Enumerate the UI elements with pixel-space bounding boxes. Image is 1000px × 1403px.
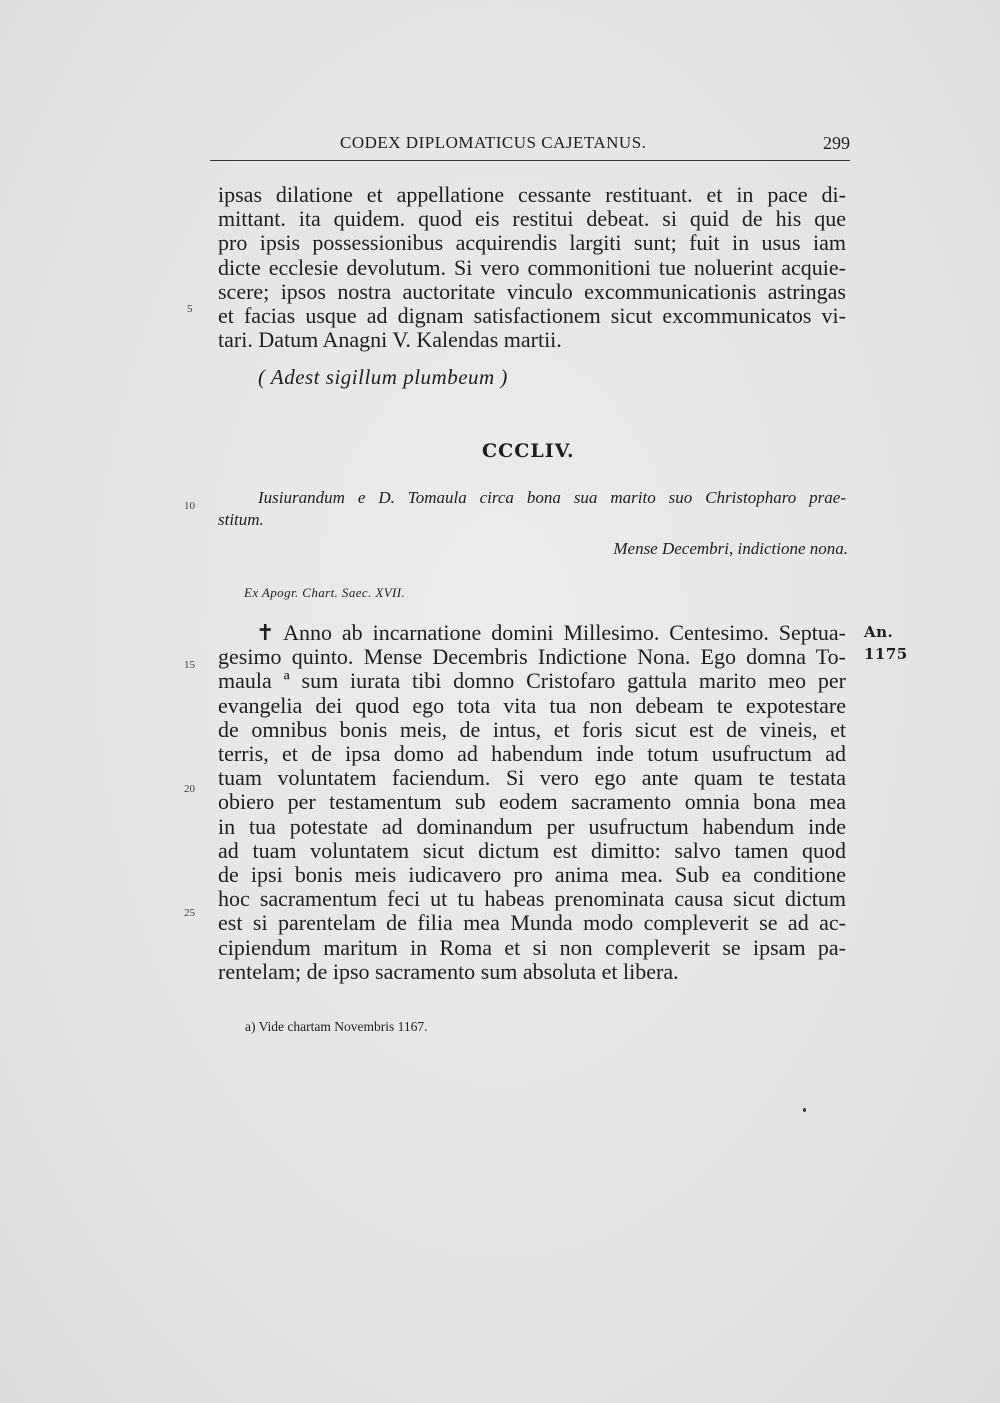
body-line: de omnibus bonis meis, de intus, et foris sicut est de vineis, et xyxy=(218,716,846,742)
line-number: 20 xyxy=(184,783,195,795)
body-line: evangelia dei quod ego tota vita tua non debeam te expotestare xyxy=(218,692,846,718)
body-line: est si parentelam de filia mea Munda modo compleverit se ad ac- xyxy=(218,910,846,936)
body-line: ad tuam voluntatem sicut dictum est dimitto: salvo tamen quod xyxy=(218,837,846,863)
ink-speck xyxy=(803,1108,806,1112)
document-body xyxy=(218,621,846,984)
margin-year-label: An. xyxy=(864,623,894,641)
body-line: obiero per testamentum sub eodem sacramento omnia bona mea xyxy=(218,789,846,815)
continuation-text xyxy=(218,183,846,352)
summary-line: Iusiurandum e D. Tomaula circa bona sua marito suo Christopharo prae- xyxy=(258,488,846,507)
text-line: dicte ecclesie devolutum. Si vero commonitioni tue noluerint acquie- xyxy=(218,254,846,280)
header-rule xyxy=(210,160,850,161)
text-line: et facias usque ad dignam satisfactionem sicut excommunicatos vi- xyxy=(218,303,846,329)
seal-note: ( Adest sigillum plumbeum ) xyxy=(258,365,508,389)
running-title: CODEX DIPLOMATICUS CAJETANUS. xyxy=(340,133,647,152)
body-line: ✝ Anno ab incarnatione domini Millesimo. Centesimo. Septua- xyxy=(256,620,846,645)
line-number: 25 xyxy=(184,907,195,919)
document-summary xyxy=(218,487,846,531)
body-line: hoc sacramentum feci ut tu habeas prenominata causa sicut dictum xyxy=(218,886,846,912)
body-line: gesimo quinto. Mense Decembris Indictione Nona. Ego domna To- xyxy=(218,644,846,670)
body-line: maula ª sum iurata tibi domno Cristofaro gattula marito meo per xyxy=(218,668,846,694)
body-line: tuam voluntatem faciendum. Si vero ego ante quam te testata xyxy=(218,765,846,791)
body-line: in tua potestate ad dominandum per usufructum habendum inde xyxy=(218,813,846,839)
document-date: Mense Decembri, indictione nona. xyxy=(613,539,848,558)
running-header xyxy=(210,133,850,157)
body-line: cipiendum maritum in Roma et si non compleverit se ipsam pa- xyxy=(218,934,846,960)
footnote: a) Vide chartam Novembris 1167. xyxy=(245,1019,428,1034)
text-line: pro ipsis possessionibus acquirendis largiti sunt; fuit in usus iam xyxy=(218,230,846,256)
text-line: ipsas dilatione et appellatione cessante restituant. et in pace di- xyxy=(218,182,846,207)
document-number: CCCLIV. xyxy=(482,440,575,462)
summary-line: stitum. xyxy=(218,510,264,529)
text-line: scere; ipsos nostra auctoritate vinculo excommunicationis astringas xyxy=(218,278,846,304)
line-number: 15 xyxy=(184,659,195,671)
text-line: mittant. ita quidem. quod eis restitui debeat. si quid de his que xyxy=(218,206,846,232)
body-line: terris, et de ipsa domo ad habendum inde totum usufructum ad xyxy=(218,741,846,767)
margin-year: 1175 xyxy=(864,645,908,663)
line-number: 5 xyxy=(187,303,193,315)
page-number: 299 xyxy=(823,133,850,153)
document-source: Ex Apogr. Chart. Saec. XVII. xyxy=(244,585,406,600)
body-line: rentelam; de ipso sacramento sum absoluta et libera. xyxy=(218,958,679,984)
line-number: 10 xyxy=(184,500,195,512)
body-line: de ipsi bonis meis iudicavero pro anima mea. Sub ea conditione xyxy=(218,862,846,888)
text-line: tari. Datum Anagni V. Kalendas martii. xyxy=(218,327,562,353)
